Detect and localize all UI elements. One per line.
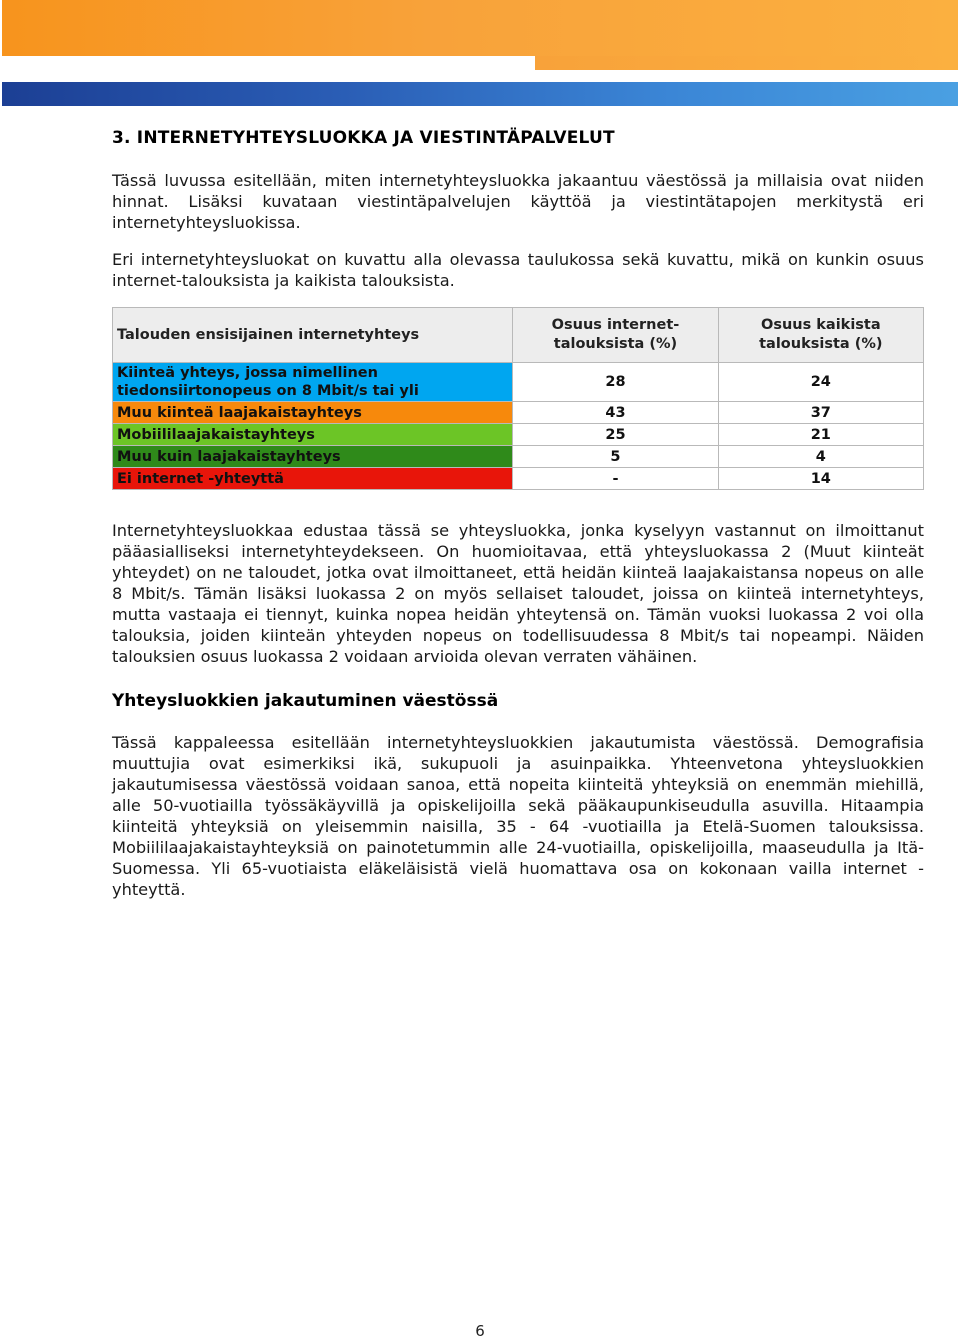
body-paragraph-2: Tässä kappaleessa esitellään internetyhteysluokkien jakautumista väestössä. Demografisia muuttujia ovat esimerkiksi ikä, sukupuoli ja asuinpaikka. Yhteenvetona yhteysluokkien jakautumisessa väestössä voidaan sanoa, että nopeita kiinteitä yhteyksiä on enemmän miehillä, alle 50-vuotiailla työssäkäyvillä ja opiskelijoilla sekä pääkaupunkiseudulla asuvilla. Hitaampia kiinteitä yhteyksiä on yleisemmin naisilla, 35 - 64 -vuotiailla ja Etelä-Suomen talouksissa. Mobiililaajakaistayhteyksiä on painotetummin alle 24-vuotiailla, opiskelijoilla, maaseudulla ja Itä-Suomessa. Yli 65-vuotiaista eläkeläisistä vielä huomattava osa on kokonaan vailla internet -yhteyttä. [112,733,924,899]
row-label: Mobiililaajakaistayhteys [113,424,513,446]
row-share-all: 4 [718,446,923,468]
row-share-internet: 43 [513,402,718,424]
table-row [113,424,924,446]
page-content [112,128,924,916]
row-share-internet: - [513,468,718,490]
banner-blue-band [2,82,958,106]
header-share-internet: Osuus internet-talouksista (%) [513,308,718,363]
header-share-all: Osuus kaikista talouksista (%) [718,308,923,363]
row-label: Kiinteä yhteys, jossa nimellinen tiedonsiirtonopeus on 8 Mbit/s tai yli [113,363,513,402]
intro-paragraph-1: Tässä luvussa esitellään, miten internetyhteysluokka jakaantuu väestössä ja millaisia ovat niiden hinnat. Lisäksi kuvataan viestintäpalvelujen käyttöä ja viestintätapojen merkitystä eri internetyhteysluokissa. [112,171,924,232]
row-share-internet: 28 [513,363,718,402]
row-share-internet: 5 [513,446,718,468]
row-share-all: 21 [718,424,923,446]
intro-paragraph-2: Eri internetyhteysluokat on kuvattu alla olevassa taulukossa sekä kuvattu, mikä on kunkin osuus internet-talouksista ja kaikista talouksista. [112,250,924,290]
table-header-row [113,308,924,363]
body-paragraph-1: Internetyhteysluokkaa edustaa tässä se yhteysluokka, jonka kyselyyn vastannut on ilmoittanut pääasialliseksi internetyhteydekseen. On huomioitavaa, että yhteysluokassa 2 (Muut kiinteät yhteydet) on ne taloudet, jotka ovat ilmoittaneet, että heidän kiinteä laajakaistansa nopeus on alle 8 Mbit/s. Tämän lisäksi luokassa 2 on myös sellaiset taloudet, joissa on kiinteä internetyhteys, mutta vastaaja ei tiennyt, kuinka nopea heidän yhteytensä on. Tämän vuoksi luokassa 2 voi olla talouksia, joiden kiinteän yhteyden nopeus on todellisuudessa 8 Mbit/s tai nopeampi. Näiden talouksien osuus luokassa 2 voidaan arvioida olevan verraten vähäinen. [112,521,924,666]
table-row [113,446,924,468]
page-number: 6 [475,1322,485,1340]
banner-orange-step [535,56,958,70]
header-connection-type: Talouden ensisijainen internetyhteys [113,308,513,363]
row-label: Ei internet -yhteyttä [113,468,513,490]
table-row [113,363,924,402]
banner-orange-band [2,0,958,56]
header-banner [0,0,960,110]
connection-share-table [112,307,924,490]
section-title: 3. INTERNETYHTEYSLUOKKA JA VIESTINTÄPALVELUT [112,128,615,148]
table-row [113,402,924,424]
row-label: Muu kiinteä laajakaistayhteys [113,402,513,424]
row-share-internet: 25 [513,424,718,446]
row-label: Muu kuin laajakaistayhteys [113,446,513,468]
row-share-all: 14 [718,468,923,490]
table-row [113,468,924,490]
row-share-all: 37 [718,402,923,424]
subheading: Yhteysluokkien jakautuminen väestössä [112,691,499,711]
row-share-all: 24 [718,363,923,402]
